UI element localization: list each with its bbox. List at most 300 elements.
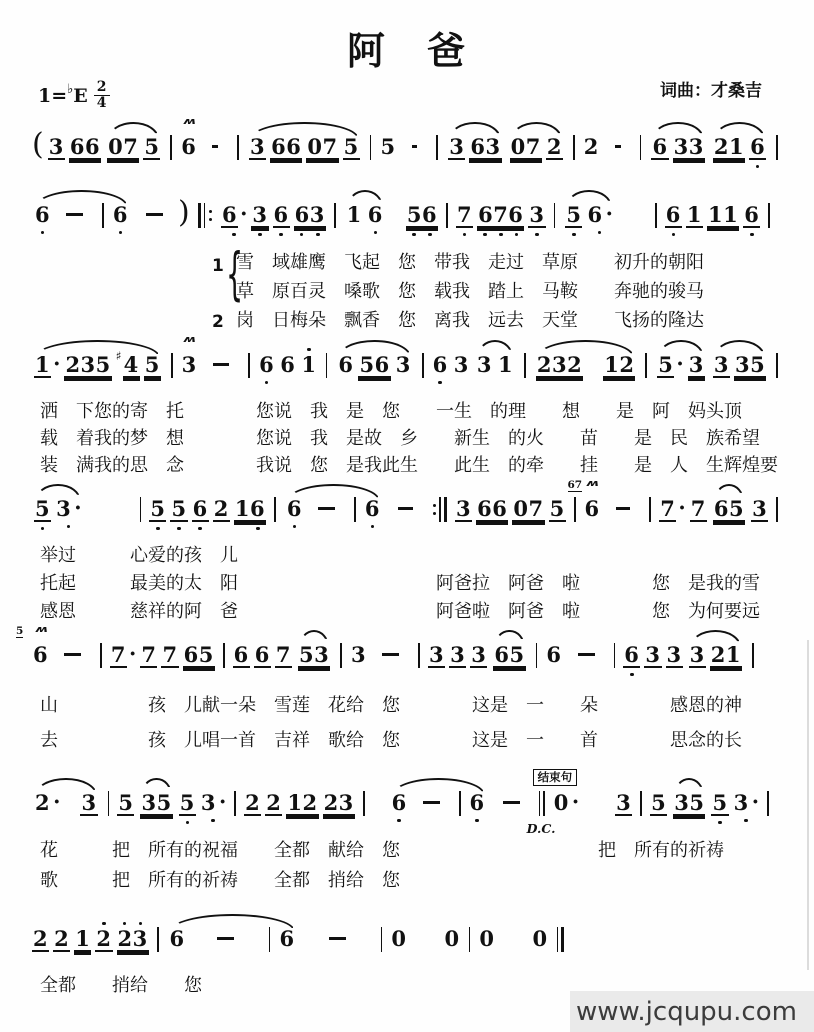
music-system-3 [30,335,784,479]
note [233,636,250,679]
barline-s [554,203,556,228]
octave-dots-low [546,160,563,171]
octave-dots-low [713,378,730,389]
lyric-line: 洒 下您的寄 托 您说 我 是 您 一生 的理 想 是 阿 妈头顶 [40,401,742,422]
note [470,636,487,679]
octave-dots-low [749,160,766,171]
note-main [512,497,544,522]
barline-s [649,497,651,522]
barline-stroke [536,643,538,668]
octave-dots-low [117,952,149,963]
slur-group [32,196,131,237]
note [34,784,60,825]
note-digits: 5 [549,496,565,521]
slur-group [711,490,747,533]
note [469,784,486,825]
note [183,636,215,679]
slur-group [671,784,707,827]
note [713,490,745,533]
note-digits: 6 [665,202,681,227]
octave-dots-low [469,814,486,825]
octave-dots-low [275,668,292,679]
slur-group [655,346,707,389]
duration-dash [329,937,346,940]
octave-dot [156,527,160,531]
note-main [456,203,473,228]
note [713,128,745,171]
note-digits: 07 [108,134,139,159]
note [688,346,705,389]
note [140,636,157,679]
duration-dash [382,653,399,656]
note [657,346,683,389]
music-system-1 [30,117,784,180]
note [116,346,140,389]
note [553,784,579,825]
octave-dots-low [95,952,112,963]
octave-dots-low [449,668,466,679]
slur-group [138,784,174,827]
barline-s [102,203,104,228]
octave-dot [265,381,269,385]
octave-dots-low [337,376,354,387]
note-digits: 1 [346,202,362,227]
slur-group [711,346,768,389]
octave-dots-low [478,950,495,961]
note-main [510,135,542,160]
note-main [733,791,759,814]
note [428,636,445,679]
grace-notes: 5 [16,625,24,637]
music-system-6 [30,770,784,896]
barline-stroke [776,135,778,160]
verse-number-1: 1 [212,256,224,276]
note-main [367,203,384,226]
barline-stroke [198,203,201,228]
octave-dot [41,231,45,235]
note-digits: 5 [171,496,187,521]
note [448,128,465,171]
lyric-line: 草 原百灵 嗓歌 您 载我 踏上 马鞍 奔驰的骏马 [236,281,704,302]
note-digits: 7 [275,642,292,667]
note-main [688,353,705,378]
note-main [449,643,466,668]
octave-dots-low [711,816,728,827]
barline-s [446,203,448,228]
augmentation-dot: · [571,789,580,814]
note-main [95,927,112,952]
octave-dots-low [306,160,338,171]
note [107,128,139,171]
slur-group [687,636,744,679]
octave-dots-low [300,376,317,387]
note-main [181,353,198,376]
note-main [251,203,268,228]
slur-group [167,920,298,961]
lyric-line: 歌 把 所有的祈祷 全都 捎给 您 [40,870,400,891]
note-digits: 3 [476,352,492,377]
note-digits: 2 [583,134,599,159]
note-main [275,643,292,668]
barline-stroke [557,927,559,952]
note-digits: 3 [450,642,466,667]
note-main [64,353,111,378]
note [565,196,582,239]
lyric-line: 装 满我的思 念 我说 您 是我此生 此生 的牵 挂 是 人 生辉煌要 [40,455,778,476]
note-main [306,135,338,160]
barline-s [370,135,372,160]
note [432,346,449,387]
note-digits: 6 [584,496,600,521]
octave-dots-low [448,160,465,171]
lyrics-block [30,398,784,479]
barline-stroke [108,791,110,816]
trill-icon: ʍ [183,335,195,345]
octave-dot [463,233,467,237]
note-digits: 2 [245,790,261,815]
trill-icon: ʍ [586,479,598,489]
octave-dots-low [34,226,51,237]
barline-s [655,203,657,228]
octave-dot [598,231,602,235]
note-main [115,349,140,378]
note-main [358,353,390,378]
note-main [161,643,178,668]
note [476,490,508,533]
note-digits: 0 [444,926,460,951]
octave-dot [572,233,576,237]
notation-row [30,479,784,540]
note-digits: 3 [252,202,268,227]
octave-dot [67,525,71,529]
note-digits: 23 [323,790,354,815]
note-main [390,927,407,950]
note-digits: 5 [658,352,674,377]
note-digits: 6 [367,202,383,227]
octave-dots-low [456,228,473,239]
barline-stroke [102,203,104,228]
note-main [69,135,101,160]
note-digits: 66 [477,496,508,521]
barline-stroke [554,203,556,228]
note-main [300,353,317,376]
meter-numerator: 2 [94,80,110,96]
note-main [117,791,134,816]
note-digits: 3 [455,496,472,521]
note-main [710,643,742,668]
barline-stroke [640,135,642,160]
note-main [734,353,766,378]
note [300,346,317,387]
note-digits: 676 [478,202,524,227]
octave-dots-low [673,160,705,171]
duration-dash [616,507,631,510]
note-main [337,353,354,376]
barline-stroke [354,497,356,522]
note-main [48,135,65,160]
note [391,784,408,825]
barline-s [776,135,778,160]
octave-dots-low [74,952,91,963]
lyric-line: 全都 捎给 您 [40,975,202,996]
note [306,128,338,171]
slur-group [247,128,362,171]
note-digits: 7 [690,496,706,521]
note [733,784,759,825]
octave-dots-low [510,160,542,171]
octave-dots-low [428,668,445,679]
note [477,196,524,239]
note-digits: 66 [271,134,302,159]
octave-dot [371,525,375,529]
barline-stroke [326,353,328,378]
note-main [584,497,601,520]
octave-dots-low [650,816,667,827]
note-digits: 21 [710,642,742,667]
barline-s [767,791,769,816]
note-main [713,497,745,522]
note [144,346,161,389]
note-main [233,643,250,668]
note [603,346,635,389]
key-tonic: E [73,84,88,107]
note-digits: 5 [712,790,728,815]
slur-group [563,196,615,239]
lyric-line: 载 着我的梦 想 您说 我 是故 乡 新生 的火 苗 是 民 族希望 [40,428,760,449]
octave-dots-low [497,376,514,387]
octave-dot [630,673,634,677]
note-main [686,203,703,228]
octave-dots-low [751,522,768,533]
note [469,128,501,171]
note-digits: 6 [254,642,270,667]
duration-dash [217,937,234,940]
note-main [623,643,640,668]
note [453,346,470,387]
octave-dot [177,527,181,531]
note-digits: 0 [391,926,407,951]
barline-s [157,927,159,952]
note [34,490,51,533]
octave-dots-low [270,160,302,171]
octave-dots-low [112,226,129,237]
note-main [469,791,486,814]
octave-dot [119,231,123,235]
octave-dot [483,233,487,237]
note-digits: 11 [707,202,739,227]
duration-dash [212,145,218,148]
note [456,196,473,239]
note [478,920,495,961]
barline-stroke [140,497,142,522]
barline-s [354,497,356,522]
repeat-dot [209,210,212,213]
note [358,346,390,389]
note-digits: 07 [307,134,338,159]
note [350,636,367,677]
note-digits: 2 [33,926,49,951]
barline-stroke [170,135,172,160]
note-main [406,203,438,228]
note-digits: 6 [432,352,448,377]
barline-stroke [370,135,372,160]
note-main [179,791,196,816]
barline-stroke [573,135,575,160]
note-digits: 3 [81,790,97,815]
octave-dots-low [690,522,707,533]
octave-dots-low [477,228,524,239]
note [140,784,172,827]
note-digits: 5 [118,790,134,815]
note-digits: 1 [497,352,514,377]
octave-dot [279,233,283,237]
note [192,490,209,533]
note [567,479,601,531]
note [743,196,760,239]
octave-dots-low [391,814,408,825]
note [200,784,226,825]
octave-dots-low [34,378,60,389]
note-main [549,497,566,522]
note [476,346,493,387]
barline-s [573,135,575,160]
octave-dots-low [116,378,140,389]
octave-dots-low [743,228,760,239]
note-digits: 6 [652,134,668,159]
note-digits: 0 [479,926,495,951]
octave-dots-low [713,160,745,171]
barline-stroke [340,643,342,668]
note-main [169,927,186,950]
note [711,784,728,827]
music-system-2 [30,196,784,335]
note-digits: 2 [35,790,51,815]
octave-dots-low [53,952,70,963]
duration-dash [398,507,413,510]
octave-dot [535,233,539,237]
barline-s [574,497,576,522]
duration-dash [318,507,335,510]
note [278,920,295,961]
note [690,490,707,533]
note [493,636,525,679]
octave-dot [139,922,143,926]
note [179,784,196,827]
barline-s [274,497,276,522]
octave-dots-low [258,376,275,387]
note-digits: 6 [469,790,485,815]
octave-dots-low [110,668,136,679]
note [615,784,632,827]
note-main [711,791,728,816]
note [180,117,197,169]
note-digits: 6 [233,642,249,667]
note [53,920,70,963]
barline-stroke [655,203,657,228]
octave-dots-low [444,950,461,961]
note [69,128,101,171]
note [532,920,549,961]
notation-row [30,117,784,178]
barline-stroke [274,497,276,522]
note-digits: 12 [287,790,318,815]
note-digits: 63 [294,202,325,227]
note [48,128,65,171]
octave-dots-low [453,376,470,387]
note-digits: 3 [200,790,216,815]
note [644,636,661,679]
octave-dots-low [686,228,703,239]
octave-dots-low [553,814,579,825]
octave-dot [316,233,320,237]
note-main [34,353,60,378]
flat-icon: ♭ [67,82,74,98]
note [143,128,160,171]
note-digits: 5 [35,496,51,521]
note-main [149,497,166,522]
slur-group [389,784,488,825]
note-main [323,791,355,816]
barline-stroke [171,353,173,378]
note-main [651,135,668,160]
note-digits: 235 [65,352,111,377]
octave-dot [198,527,202,531]
octave-dots-low [213,522,230,533]
note [346,196,363,237]
note-main [644,643,661,668]
note-digits: 4 [123,352,139,377]
lyric-line: 托起 最美的太 阳 阿爸拉 阿爸 啦 您 是我的雪 [40,573,760,594]
note [16,625,49,677]
octave-dots-low [233,668,250,679]
barline-s [459,791,461,816]
note-main [532,927,549,950]
note-digits: 6 [169,926,185,951]
note-digits: 7 [660,496,676,521]
barline-stroke [561,927,564,952]
octave-dots-low [350,666,367,677]
note-main [34,203,51,226]
note-digits: 3 [48,134,64,159]
lyric-line: 去 孩 儿唱一首 吉祥 歌给 您 这是 一 首 思念的长 [40,730,742,751]
barline-s [614,643,616,668]
note [244,784,261,827]
octave-dots-low [323,816,355,827]
parenthesis: ( [32,127,44,162]
note-main [657,353,683,378]
note-main [497,353,514,376]
octave-dots-low [395,376,412,387]
barline-stroke [422,353,424,378]
note [510,128,542,171]
octave-dots-low [169,950,186,961]
barline-stroke [381,927,383,952]
note-digits: 1 [301,352,317,377]
note-main [469,135,501,160]
note [689,636,706,679]
barline-s [108,791,110,816]
octave-dots-low [545,666,562,677]
note-main [278,927,295,950]
octave-dots-low [117,816,134,827]
note [455,490,472,533]
octave-dot [672,233,676,237]
octave-dot [718,821,722,825]
note-digits: 6 [391,790,407,815]
octave-dots-low [603,378,635,389]
note-digits: 6 [286,496,303,521]
octave-dot [438,381,442,385]
